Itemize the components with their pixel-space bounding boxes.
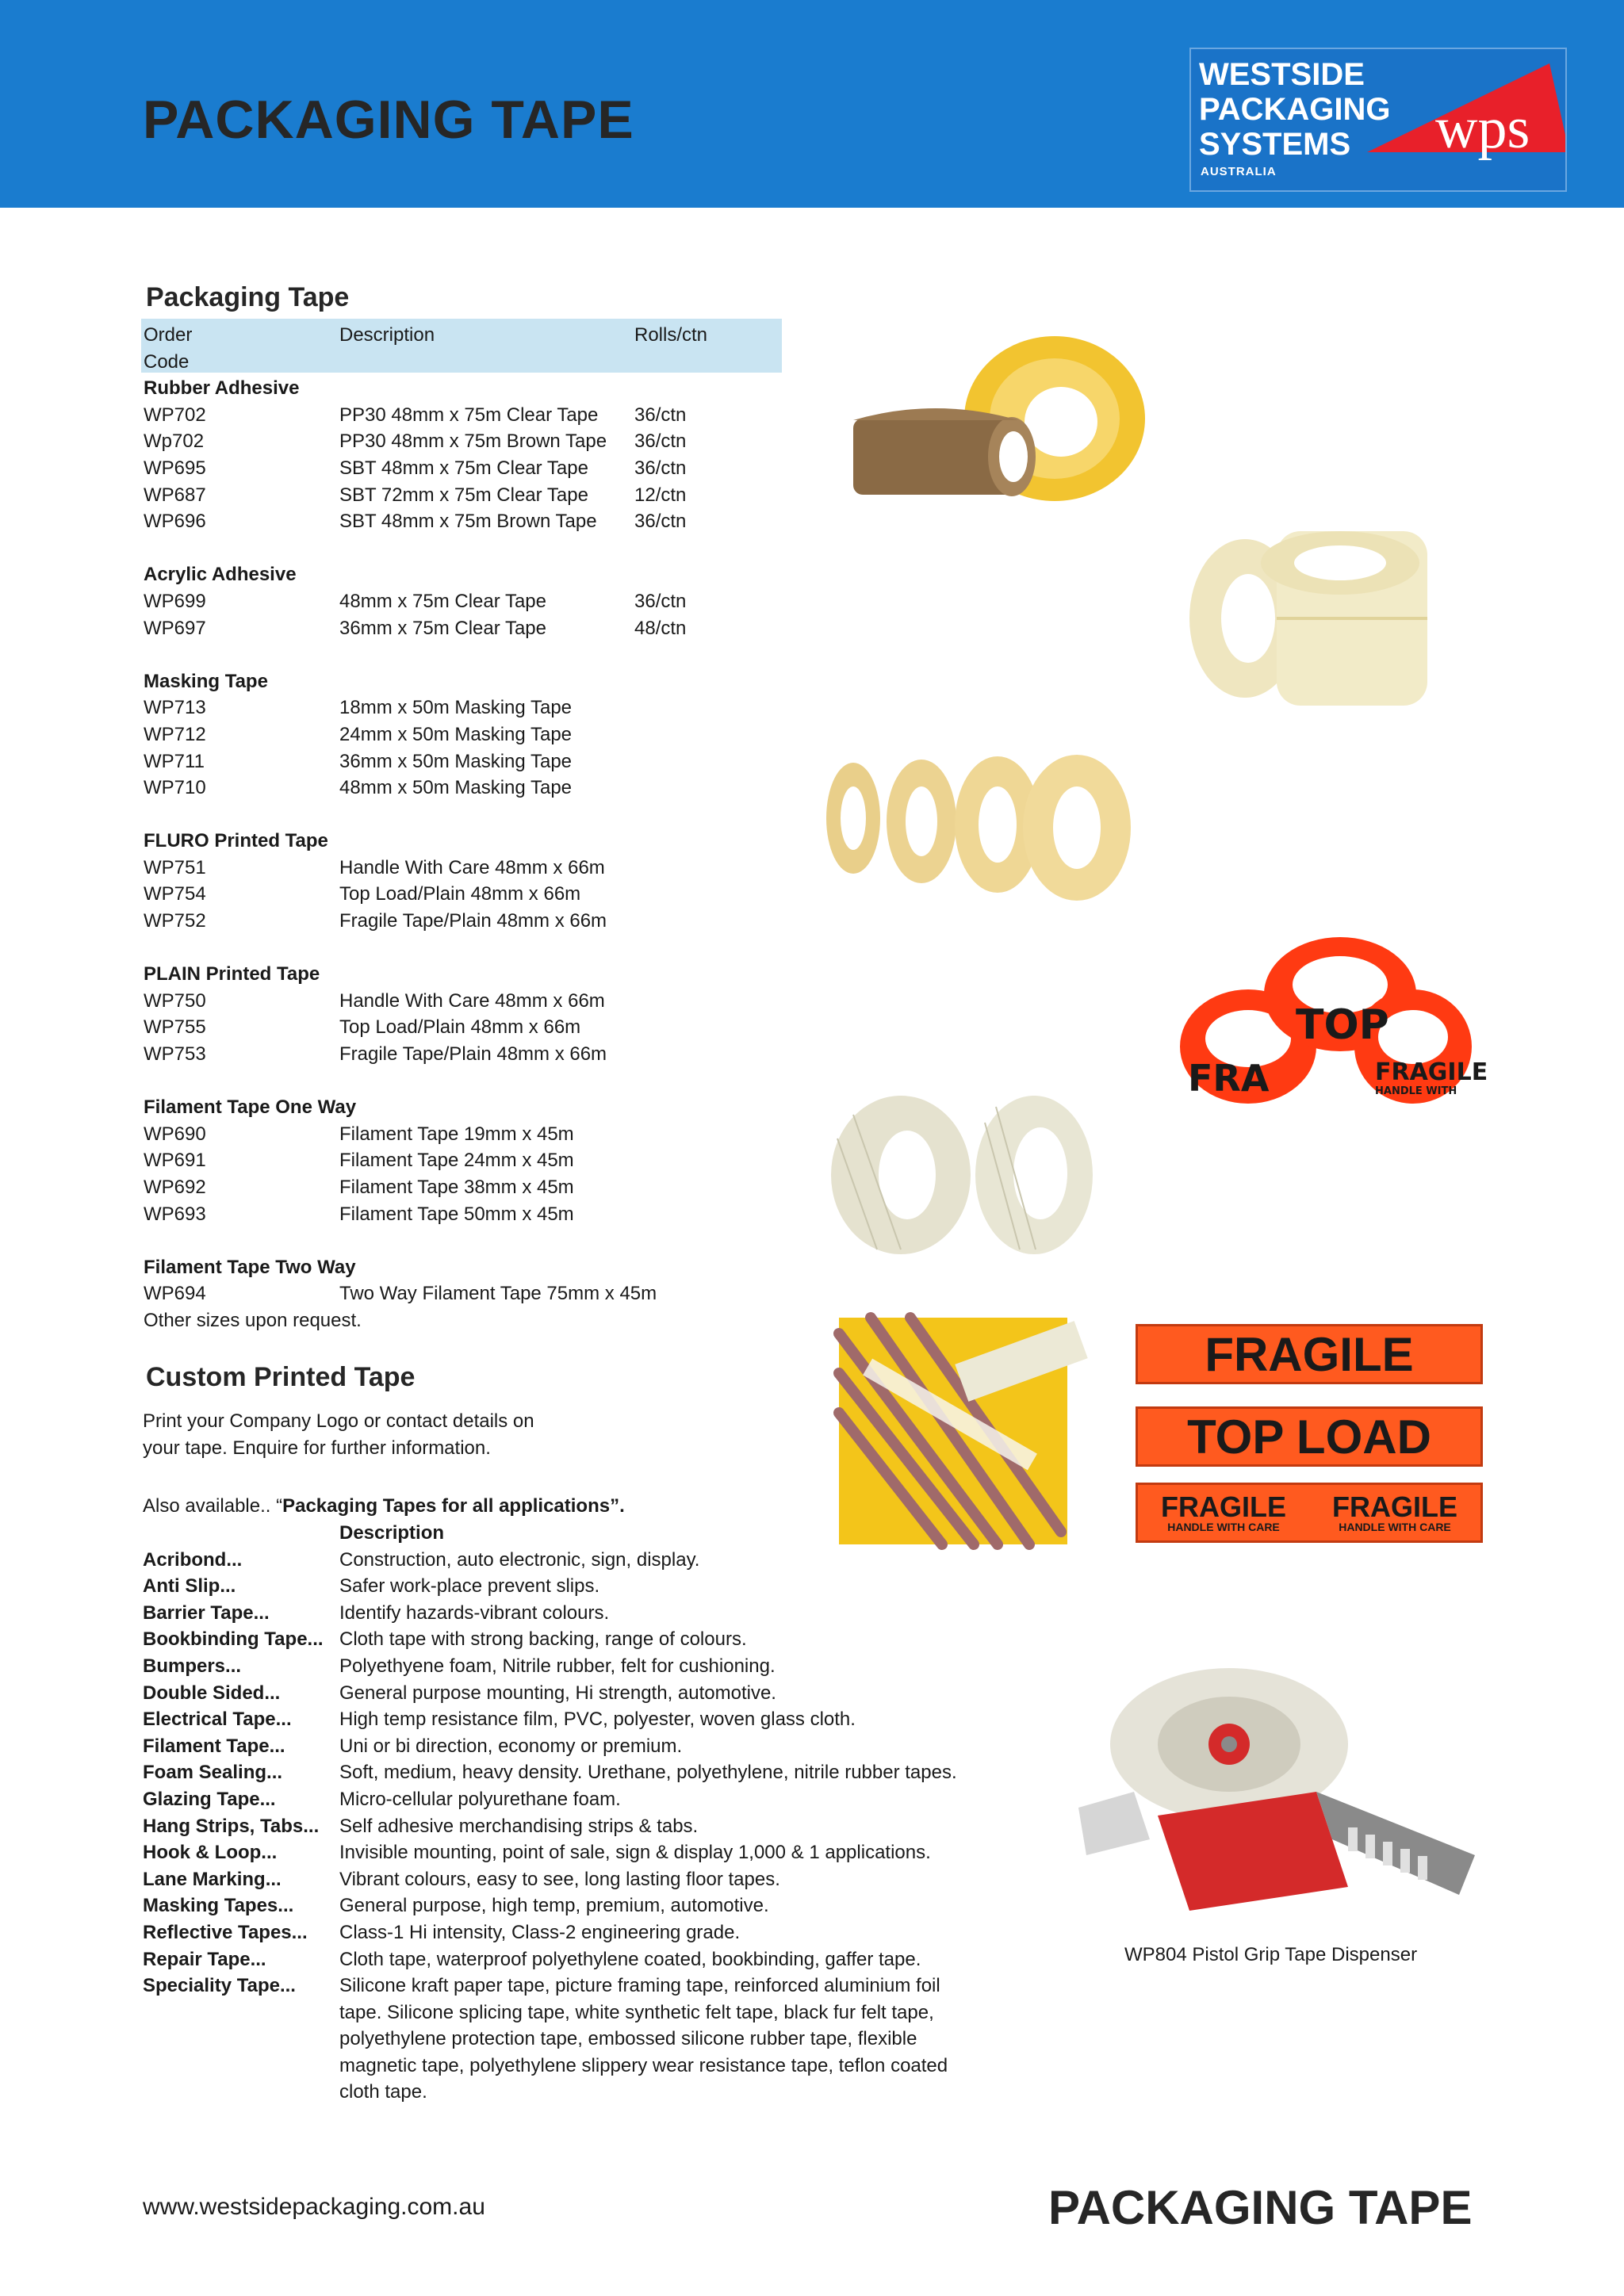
top-load-label bbox=[1136, 1406, 1483, 1467]
order-code-cell: WP694 bbox=[144, 1283, 206, 1305]
application-description: Self adhesive merchandising strips & tabs. bbox=[339, 1815, 699, 1837]
order-code-cell: WP697 bbox=[144, 617, 206, 639]
fluro-printed-tape-rolls-photo bbox=[1177, 928, 1488, 1118]
description-cell: Filament Tape 38mm x 45m bbox=[339, 1177, 574, 1198]
section-title-custom-printed: Custom Printed Tape bbox=[146, 1362, 416, 1392]
description-cell: SBT 48mm x 75m Clear Tape bbox=[339, 457, 588, 479]
spacer bbox=[144, 1227, 362, 1254]
rolls-cell bbox=[634, 695, 707, 721]
fragile-hwc-subtitle: HANDLE WITH CARE bbox=[1339, 1521, 1451, 1533]
application-description: Safer work-place prevent slips. bbox=[339, 1575, 600, 1598]
spacer bbox=[634, 1254, 707, 1281]
order-code-cell: WP711 bbox=[144, 750, 205, 772]
order-code-cell: WP690 bbox=[144, 1123, 206, 1145]
application-name: Bookbinding Tape... bbox=[143, 1628, 324, 1651]
group-heading: PLAIN Printed Tape bbox=[144, 963, 320, 985]
spacer bbox=[144, 535, 362, 562]
application-description: magnetic tape, polyethylene slippery wear resistance tape, teflon coated bbox=[339, 2054, 948, 2076]
order-code-cell: WP710 bbox=[144, 777, 206, 799]
column-header-order-code: Code bbox=[144, 350, 190, 373]
rolls-cell bbox=[634, 1201, 707, 1228]
order-code-cell: WP691 bbox=[144, 1150, 206, 1172]
column-header-description: Description bbox=[339, 324, 435, 346]
rolls-cell bbox=[634, 748, 707, 775]
spacer bbox=[634, 1068, 707, 1095]
group-heading: Acrylic Adhesive bbox=[144, 564, 297, 586]
page-title: PACKAGING TAPE bbox=[143, 90, 634, 150]
application-description: Vibrant colours, easy to see, long lasting floor tapes. bbox=[339, 1868, 780, 1890]
rolls-cell: 12/ctn bbox=[634, 484, 687, 506]
spacer bbox=[634, 561, 707, 588]
application-description: High temp resistance film, PVC, polyester, woven glass cloth. bbox=[339, 1709, 856, 1731]
application-name: Barrier Tape... bbox=[143, 1601, 270, 1624]
spacer bbox=[339, 802, 657, 828]
description-cell: SBT 72mm x 75m Clear Tape bbox=[339, 484, 588, 506]
logo-line: PACKAGING bbox=[1199, 92, 1391, 127]
group-heading: Filament Tape Two Way bbox=[144, 1256, 356, 1278]
footer-title: PACKAGING TAPE bbox=[1048, 2181, 1473, 2234]
order-code-cell: WP695 bbox=[144, 457, 206, 479]
footer-website-url[interactable]: www.westsidepackaging.com.au bbox=[143, 2194, 485, 2220]
description-cell: Two Way Filament Tape 75mm x 45m bbox=[339, 1283, 657, 1305]
spacer bbox=[634, 1227, 707, 1254]
spacer bbox=[143, 1999, 324, 2026]
logo-line: WESTSIDE bbox=[1199, 57, 1365, 92]
rolls-cell: 36/ctn bbox=[634, 457, 687, 479]
logo-mark: wps bbox=[1435, 96, 1530, 161]
custom-intro-line: Print your Company Logo or contact details on bbox=[143, 1410, 534, 1432]
application-description: Invisible mounting, point of sale, sign & display 1,000 & 1 applications. bbox=[339, 1842, 931, 1864]
application-name: Double Sided... bbox=[143, 1682, 281, 1704]
rolls-cell: 48/ctn bbox=[634, 617, 687, 639]
application-description: Uni or bi direction, economy or premium. bbox=[339, 1735, 683, 1757]
column-header-order-code: Order bbox=[144, 324, 193, 346]
application-description: Cloth tape with strong backing, range of colours. bbox=[339, 1628, 747, 1651]
spacer bbox=[634, 668, 707, 695]
order-code-cell: WP693 bbox=[144, 1203, 206, 1225]
order-code-cell: WP713 bbox=[144, 697, 206, 719]
application-description: General purpose, high temp, premium, automotive. bbox=[339, 1895, 769, 1917]
custom-tape-photo bbox=[839, 1318, 1067, 1544]
spacer bbox=[339, 535, 657, 562]
fragile-hwc-block bbox=[1161, 1490, 1286, 1533]
spacer bbox=[634, 375, 707, 402]
group-heading: Rubber Adhesive bbox=[144, 377, 300, 400]
column-rolls-per-carton bbox=[634, 322, 707, 1307]
description-cell: Handle With Care 48mm x 66m bbox=[339, 989, 605, 1012]
spacer bbox=[339, 1254, 657, 1281]
spacer bbox=[339, 641, 657, 668]
spacer bbox=[339, 935, 657, 962]
spacer bbox=[144, 802, 362, 828]
description-cell: 36mm x 75m Clear Tape bbox=[339, 617, 546, 639]
group-heading: Masking Tape bbox=[144, 670, 268, 692]
application-name: Glazing Tape... bbox=[143, 1788, 276, 1810]
description-cell: 18mm x 50m Masking Tape bbox=[339, 697, 573, 719]
fragile-hwc-title: FRAGILE bbox=[1332, 1490, 1457, 1523]
custom-intro bbox=[143, 1408, 534, 1461]
order-code-cell: WP753 bbox=[144, 1043, 206, 1066]
column-header-rolls: Rolls/ctn bbox=[634, 324, 708, 346]
spacer bbox=[339, 1094, 657, 1121]
logo-subtitle: AUSTRALIA bbox=[1201, 165, 1277, 178]
roll-fragile-text: FRAGILE bbox=[1375, 1058, 1488, 1086]
order-code-cell: WP750 bbox=[144, 989, 206, 1012]
order-code-cell: WP755 bbox=[144, 1016, 206, 1039]
rolls-cell bbox=[634, 1174, 707, 1201]
spacer bbox=[144, 641, 362, 668]
order-code-cell: WP687 bbox=[144, 484, 206, 506]
spacer bbox=[634, 1094, 707, 1121]
application-name: Hang Strips, Tabs... bbox=[143, 1815, 320, 1837]
order-code-cell: WP696 bbox=[144, 511, 206, 533]
order-code-cell: WP702 bbox=[144, 404, 206, 426]
application-description: Construction, auto electronic, sign, display. bbox=[339, 1548, 700, 1571]
tape-dispenser-photo bbox=[1078, 1657, 1491, 1942]
company-logo bbox=[1189, 48, 1567, 192]
spacer bbox=[634, 961, 707, 988]
description-cell: PP30 48mm x 75m Brown Tape bbox=[339, 430, 607, 453]
spacer bbox=[634, 535, 707, 562]
rolls-cell bbox=[634, 1121, 707, 1148]
spacer bbox=[339, 1068, 657, 1095]
column-order-code bbox=[144, 322, 362, 1334]
application-name: Foam Sealing... bbox=[143, 1762, 283, 1784]
roll-hwc-text: HANDLE WITH bbox=[1375, 1085, 1457, 1097]
applications-desc-header: Description bbox=[339, 1522, 445, 1544]
top-load-label-text: TOP LOAD bbox=[1187, 1410, 1431, 1464]
header-banner bbox=[0, 0, 1624, 208]
fragile-label bbox=[1136, 1324, 1483, 1384]
order-code-cell: WP712 bbox=[144, 723, 206, 745]
spacer bbox=[634, 802, 707, 828]
custom-intro-line: your tape. Enquire for further information. bbox=[143, 1437, 491, 1459]
rolls-cell bbox=[634, 855, 707, 882]
dispenser-caption: WP804 Pistol Grip Tape Dispenser bbox=[1124, 1944, 1418, 1965]
application-description: Soft, medium, heavy density. Urethane, polyethylene, nitrile rubber tapes. bbox=[339, 1762, 957, 1784]
section-title-packaging-tape: Packaging Tape bbox=[146, 282, 350, 312]
application-description: Cloth tape, waterproof polyethylene coated, bookbinding, gaffer tape. bbox=[339, 1948, 921, 1970]
order-code-cell: WP699 bbox=[144, 590, 206, 612]
rolls-cell: 36/ctn bbox=[634, 590, 687, 612]
description-cell: 48mm x 75m Clear Tape bbox=[339, 590, 546, 612]
rubber-tape-rolls-photo bbox=[847, 325, 1159, 511]
acrylic-tape-rolls-photo bbox=[1182, 523, 1446, 714]
description-cell: Handle With Care 48mm x 66m bbox=[339, 856, 605, 878]
description-cell: Filament Tape 19mm x 45m bbox=[339, 1123, 574, 1145]
application-description: Identify hazards-vibrant colours. bbox=[339, 1601, 610, 1624]
application-name: Filament Tape... bbox=[143, 1735, 285, 1757]
spacer bbox=[339, 375, 657, 402]
application-name: Acribond... bbox=[143, 1548, 243, 1571]
also-available bbox=[143, 1493, 625, 1520]
rolls-cell: 36/ctn bbox=[634, 404, 687, 426]
spacer bbox=[339, 961, 657, 988]
also-available-bold: Packaging Tapes for all applications”. bbox=[282, 1495, 625, 1517]
spacer bbox=[143, 2079, 324, 2106]
application-name: Masking Tapes... bbox=[143, 1895, 294, 1917]
group-heading: Filament Tape One Way bbox=[144, 1096, 357, 1119]
spacer bbox=[143, 2053, 324, 2080]
spacer bbox=[634, 641, 707, 668]
description-cell: Filament Tape 24mm x 45m bbox=[339, 1150, 574, 1172]
group-heading: FLURO Printed Tape bbox=[144, 830, 328, 852]
order-code-cell: WP754 bbox=[144, 883, 206, 905]
application-name: Speciality Tape... bbox=[143, 1975, 296, 1997]
application-name: Electrical Tape... bbox=[143, 1709, 292, 1731]
spacer bbox=[339, 828, 657, 855]
rolls-cell bbox=[634, 1014, 707, 1041]
application-name: Anti Slip... bbox=[143, 1575, 236, 1598]
description-cell: Fragile Tape/Plain 48mm x 66m bbox=[339, 1043, 607, 1066]
rolls-cell bbox=[634, 1147, 707, 1174]
filament-tape-rolls-photo bbox=[829, 1091, 1096, 1261]
description-cell: 24mm x 50m Masking Tape bbox=[339, 723, 573, 745]
application-name: Bumpers... bbox=[143, 1655, 242, 1677]
description-cell: Fragile Tape/Plain 48mm x 66m bbox=[339, 910, 607, 932]
rolls-cell bbox=[634, 988, 707, 1015]
order-code-cell: WP751 bbox=[144, 856, 206, 878]
rolls-cell bbox=[634, 721, 707, 748]
roll-top-text: TOP bbox=[1296, 1001, 1389, 1049]
description-cell: Top Load/Plain 48mm x 66m bbox=[339, 883, 581, 905]
column-description bbox=[339, 322, 657, 1307]
rolls-cell: 36/ctn bbox=[634, 511, 687, 533]
rolls-cell bbox=[634, 775, 707, 802]
rolls-cell bbox=[634, 1280, 707, 1307]
order-code-cell: WP692 bbox=[144, 1177, 206, 1198]
order-code-cell: WP752 bbox=[144, 910, 206, 932]
application-name: Reflective Tapes... bbox=[143, 1921, 308, 1943]
spacer bbox=[144, 935, 362, 962]
spacer bbox=[144, 1068, 362, 1095]
also-available-prefix: Also available.. “ bbox=[143, 1495, 283, 1517]
fragile-handle-with-care-label bbox=[1136, 1483, 1483, 1543]
description-cell: PP30 48mm x 75m Clear Tape bbox=[339, 404, 599, 426]
application-name: Lane Marking... bbox=[143, 1868, 282, 1890]
application-description: cloth tape. bbox=[339, 2081, 427, 2103]
masking-tape-rolls-photo bbox=[822, 742, 1136, 904]
rolls-cell bbox=[634, 881, 707, 908]
logo-line: SYSTEMS bbox=[1199, 127, 1351, 162]
application-description: tape. Silicone splicing tape, white synthetic felt tape, black fur felt tape, bbox=[339, 2001, 934, 2023]
fragile-hwc-block bbox=[1332, 1490, 1457, 1533]
spacer bbox=[143, 2026, 324, 2053]
spacer bbox=[634, 935, 707, 962]
application-name: Repair Tape... bbox=[143, 1948, 266, 1970]
application-description: polyethylene protection tape, embossed silicone rubber tape, flexible bbox=[339, 2028, 917, 2050]
spacer bbox=[339, 668, 657, 695]
application-description: Class-1 Hi intensity, Class-2 engineering grade. bbox=[339, 1921, 741, 1943]
application-description: General purpose mounting, Hi strength, automotive. bbox=[339, 1682, 776, 1704]
application-description: Polyethyene foam, Nitrile rubber, felt for cushioning. bbox=[339, 1655, 776, 1677]
description-cell: Top Load/Plain 48mm x 66m bbox=[339, 1016, 581, 1039]
rolls-cell: 36/ctn bbox=[634, 430, 687, 453]
spacer bbox=[339, 561, 657, 588]
application-description: Silicone kraft paper tape, picture framing tape, reinforced aluminium foil bbox=[339, 1975, 940, 1997]
rolls-cell bbox=[634, 1041, 707, 1068]
spacer bbox=[634, 828, 707, 855]
fragile-hwc-title: FRAGILE bbox=[1161, 1490, 1286, 1523]
spacer bbox=[339, 1227, 657, 1254]
fragile-hwc-subtitle: HANDLE WITH CARE bbox=[1167, 1521, 1280, 1533]
description-cell: Filament Tape 50mm x 45m bbox=[339, 1203, 574, 1225]
other-sizes-note: Other sizes upon request. bbox=[144, 1309, 362, 1331]
rolls-cell bbox=[634, 908, 707, 935]
application-description: Micro-cellular polyurethane foam. bbox=[339, 1788, 621, 1810]
fragile-label-text: FRAGILE bbox=[1205, 1327, 1414, 1381]
roll-fra-text: FRA bbox=[1188, 1057, 1270, 1100]
order-code-cell: Wp702 bbox=[144, 430, 205, 453]
applications-name-column bbox=[143, 1520, 324, 2106]
application-name: Hook & Loop... bbox=[143, 1842, 278, 1864]
applications-desc-column bbox=[339, 1520, 957, 2106]
description-cell: 48mm x 50m Masking Tape bbox=[339, 777, 573, 799]
description-cell: SBT 48mm x 75m Brown Tape bbox=[339, 511, 597, 533]
description-cell: 36mm x 50m Masking Tape bbox=[339, 750, 573, 772]
logo-wordmark bbox=[1199, 57, 1390, 162]
